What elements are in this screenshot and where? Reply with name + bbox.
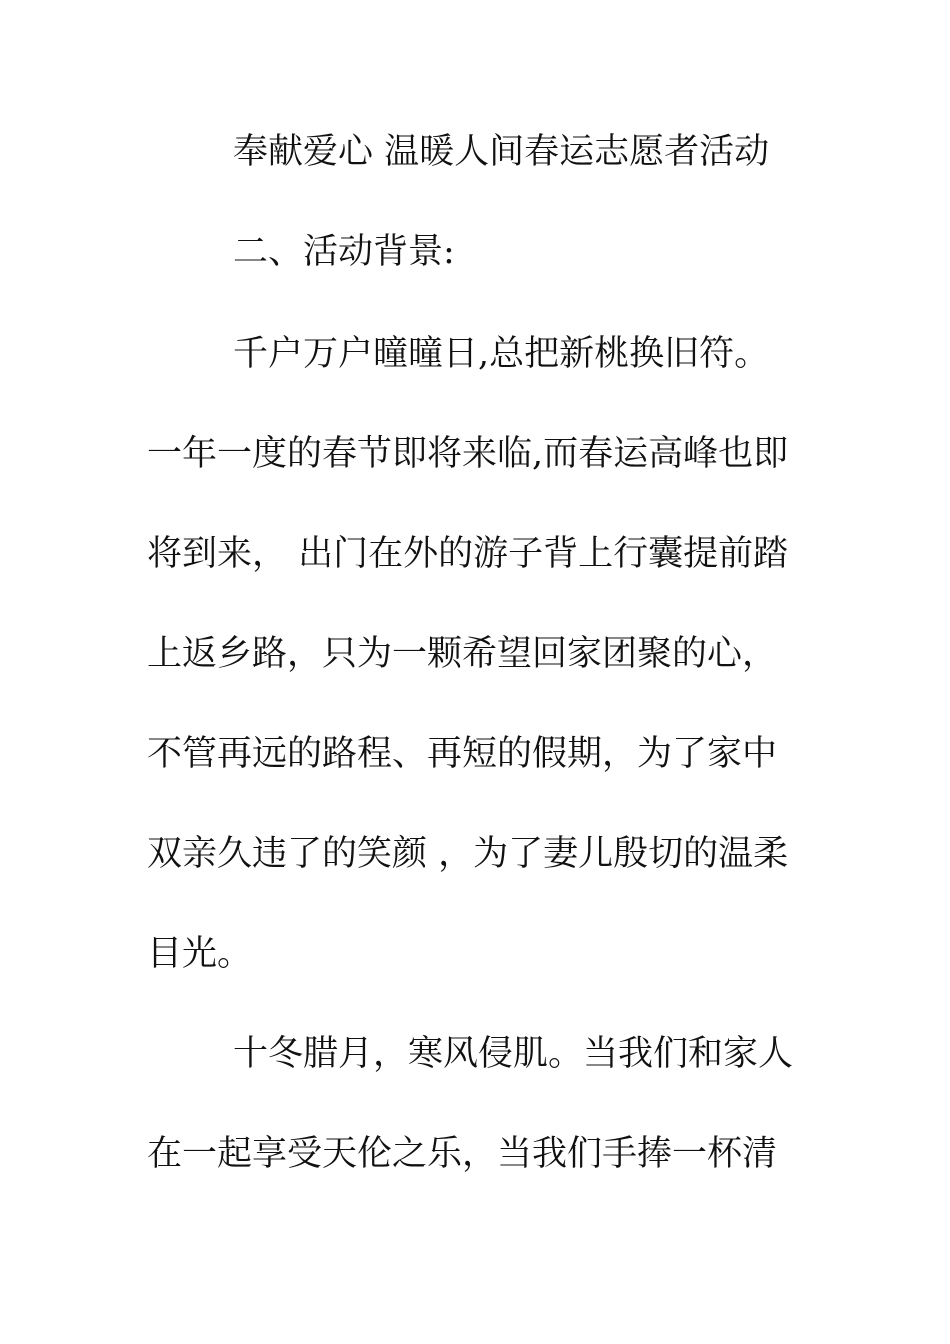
paragraph-line: 目光。 bbox=[147, 934, 253, 974]
paragraph-line: 上返乡路，只为一颗希望回家团聚的心， bbox=[147, 634, 778, 674]
section-heading: 二、活动背景: bbox=[233, 232, 455, 272]
paragraph-line: 不管再远的路程、再短的假期，为了家中 bbox=[147, 734, 778, 774]
paragraph-line: 将到来， 出门在外的游子背上行囊提前踏 bbox=[147, 534, 789, 574]
paragraph-line: 十冬腊月，寒风侵肌。当我们和家人 bbox=[233, 1034, 794, 1074]
paragraph-line: 千户万户曈曈日,总把新桃换旧符。 bbox=[233, 334, 770, 374]
paragraph-line: 在一起享受天伦之乐，当我们手捧一杯清 bbox=[147, 1134, 778, 1174]
paragraph-line: 一年一度的春节即将来临,而春运高峰也即 bbox=[147, 434, 789, 474]
document-title: 奉献爱心 温暖人间春运志愿者活动 bbox=[233, 132, 770, 172]
paragraph-line: 双亲久违了的笑颜 ，为了妻儿殷切的温柔 bbox=[147, 834, 789, 874]
